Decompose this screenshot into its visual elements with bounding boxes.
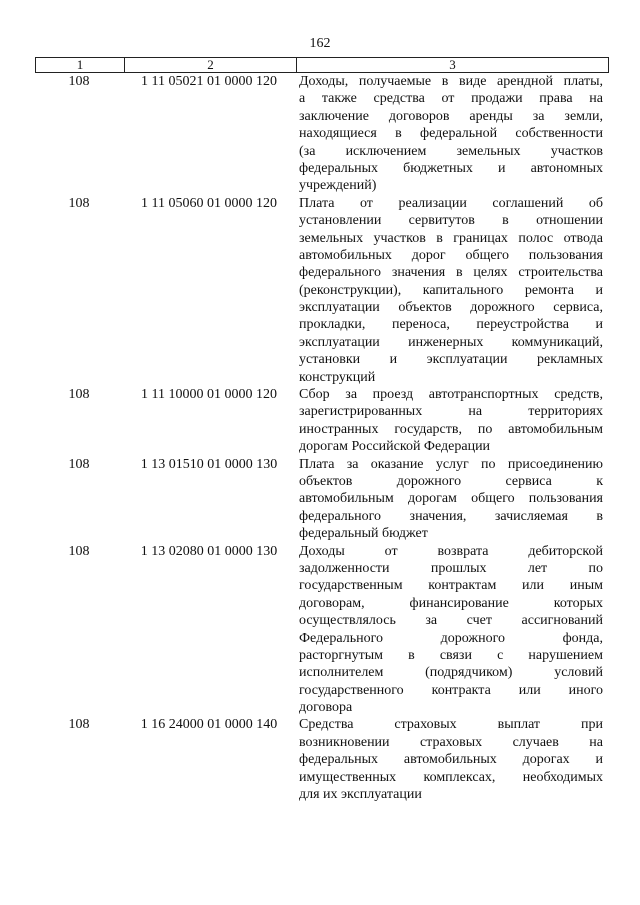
description-line: государственным контрактам или иным	[299, 578, 603, 594]
kbk-code-cell: 1 11 05060 01 0000 120	[141, 195, 277, 211]
description-line: Сбор за проезд автотранспортных средств,	[299, 387, 603, 403]
description-line: земельных участков в границах полос отвода	[299, 230, 603, 246]
description-line: дорогам Российской Федерации	[299, 439, 491, 455]
admin-code-cell: 108	[68, 74, 90, 89]
kbk-code-cell: 1 11 10000 01 0000 120	[141, 387, 277, 403]
description-line: автомобильных дорог общего пользования	[299, 247, 603, 263]
description-line: эксплуатации инженерных коммуникаций,	[299, 334, 603, 350]
description-line: конструкций	[299, 369, 376, 385]
description-line: Доходы, получаемые в виде арендной платы,	[299, 74, 603, 89]
column-header-3: 3	[296, 58, 608, 72]
description-line: заключение договоров аренды за земли,	[299, 108, 603, 124]
description-line: находящиеся в федеральной собственности	[299, 126, 603, 142]
description-cell	[295, 195, 603, 386]
table-row	[35, 386, 609, 456]
admin-code-cell: 108	[68, 543, 90, 559]
table-header	[35, 57, 609, 73]
description-line: договорам, финансирование которых	[299, 595, 603, 611]
description-line: федеральный бюджет	[299, 526, 428, 542]
description-line: учреждений)	[299, 178, 377, 194]
description-line: имущественных комплексах, необходимых	[299, 769, 603, 785]
description-line: установлении сервитутов в отношении	[299, 213, 603, 229]
description-line: (реконструкции), капитального ремонта и	[299, 282, 603, 298]
admin-code-cell: 108	[68, 195, 90, 211]
description-line: государственного контракта или иного	[299, 682, 603, 698]
description-line: осуществлялось за счет ассигнований	[299, 613, 603, 629]
description-line: установки и эксплуатации рекламных	[299, 352, 603, 368]
description-line: эксплуатации объектов дорожного сервиса,	[299, 300, 603, 316]
table-row	[35, 716, 609, 803]
description-line: Федерального дорожного фонда,	[299, 630, 603, 646]
description-line: федеральных автомобильных дорогах и	[299, 752, 603, 768]
table-row	[35, 195, 609, 386]
column-header-2: 2	[124, 58, 296, 72]
table-row	[35, 543, 609, 717]
description-line: федерального значения в целях строительства	[299, 265, 603, 281]
kbk-code-cell: 1 13 02080 01 0000 130	[140, 543, 278, 559]
description-cell	[295, 73, 603, 195]
description-line: договора	[299, 700, 353, 716]
description-line: Плата от реализации соглашений об	[299, 195, 603, 211]
description-cell	[295, 386, 603, 456]
description-line: (за исключением земельных участков	[299, 143, 603, 159]
description-line: автомобильным дорогам общего пользования	[299, 491, 603, 507]
admin-code-cell: 108	[68, 456, 90, 472]
description-line: федерального значения, зачисляемая в	[299, 508, 603, 524]
table-row	[35, 73, 609, 195]
description-line: объектов дорожного сервиса к	[299, 473, 603, 489]
table-row	[35, 456, 609, 543]
description-cell	[295, 456, 603, 543]
description-line: федеральных бюджетных и автономных	[299, 160, 603, 176]
description-cell	[295, 716, 603, 803]
description-line: прокладки, переноса, переустройства и	[299, 317, 603, 333]
revenue-table	[35, 57, 609, 803]
admin-code-cell: 108	[68, 717, 90, 733]
description-line: расторгнутым в связи с нарушением	[299, 647, 603, 663]
description-line: возникновении страховых случаев на	[299, 734, 603, 750]
kbk-code-cell: 1 16 24000 01 0000 140	[140, 717, 278, 733]
description-line: для их эксплуатации	[299, 787, 422, 803]
description-line: исполнителем (подрядчиком) условий	[299, 665, 603, 681]
description-line: задолженности прошлых лет по	[299, 560, 603, 576]
admin-code-cell: 108	[68, 387, 90, 403]
description-line: зарегистрированных на территориях	[299, 404, 603, 420]
description-line: иностранных государств, по автомобильным	[299, 421, 603, 437]
kbk-code-cell: 1 11 05021 01 0000 120	[141, 74, 277, 89]
column-header-1: 1	[76, 57, 84, 72]
description-line: Плата за оказание услуг по присоединению	[299, 456, 603, 472]
description-line: Доходы от возврата дебиторской	[299, 543, 603, 559]
description-line: а также средства от продажи права на	[299, 91, 603, 107]
kbk-code-cell: 1 13 01510 01 0000 130	[140, 456, 278, 472]
description-cell	[295, 543, 603, 717]
table-body	[35, 73, 609, 803]
page-number: 162	[309, 36, 331, 51]
description-line: Средства страховых выплат при	[299, 717, 603, 733]
